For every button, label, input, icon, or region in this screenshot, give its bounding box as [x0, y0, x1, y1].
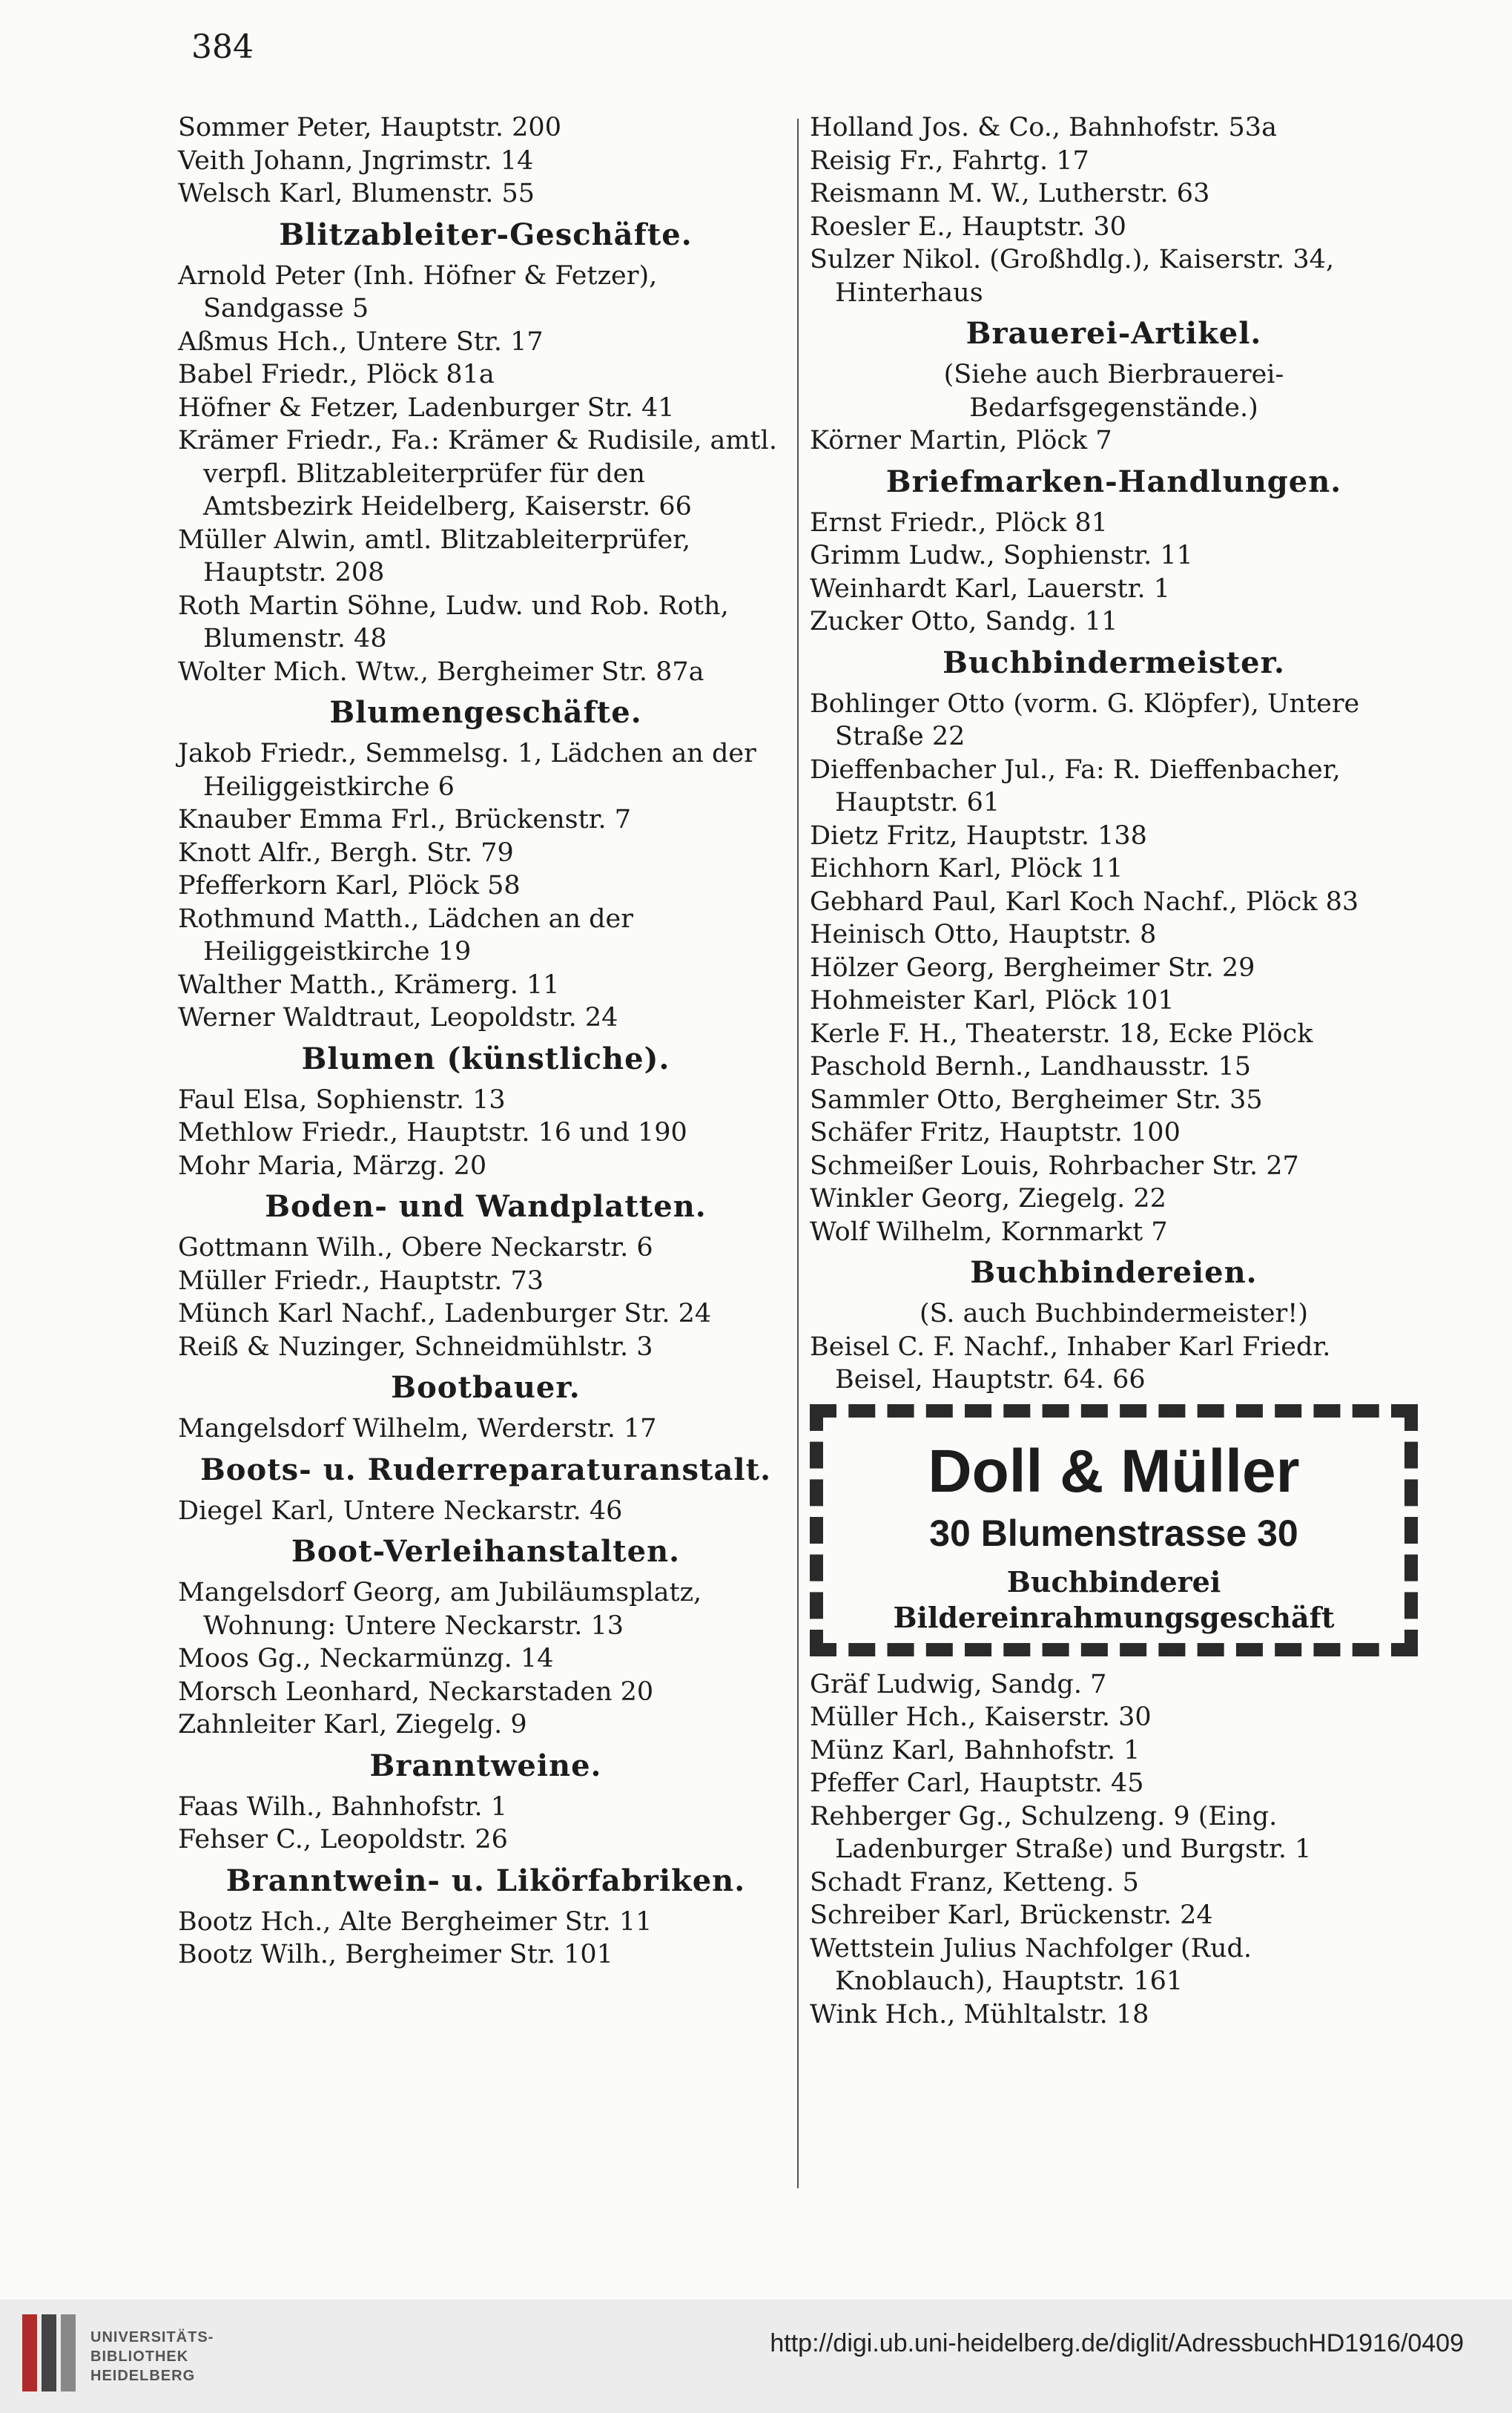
directory-entry: Reisig Fr., Fahrtg. 17 [810, 145, 1089, 176]
directory-entry: Körner Martin, Plöck 7 [810, 426, 1112, 455]
directory-entry: Beisel C. F. Nachf., Inhaber Karl Friedr. Beisel, Hauptstr. 64. 66 [810, 1331, 1331, 1395]
directory-entry: Münch Karl Nachf., Ladenburger Str. 24 [178, 1299, 712, 1329]
directory-entry: Müller Friedr., Hauptstr. 73 [178, 1265, 544, 1296]
directory-entry: Zucker Otto, Sandg. 11 [810, 607, 1118, 636]
directory-entry: Wolter Mich. Wtw., Bergheimer Str. 87a [178, 656, 704, 687]
directory-entry: Morsch Leonhard, Neckarstaden 20 [178, 1676, 654, 1707]
directory-entry: Gebhard Paul, Karl Koch Nachf., Plöck 83 [810, 886, 1359, 917]
directory-entry: Hohmeister Karl, Plöck 101 [810, 986, 1175, 1015]
directory-entry: Mohr Maria, Märzg. 20 [178, 1150, 487, 1181]
directory-entry: Knott Alfr., Bergh. Str. 79 [178, 837, 514, 868]
section-heading: Bootbauer. [391, 1370, 581, 1405]
directory-entry: Pfeffer Carl, Hauptstr. 45 [810, 1768, 1144, 1798]
directory-entry: Zahnleiter Karl, Ziegelg. 9 [178, 1710, 527, 1739]
ad-company-name: Doll & Müller [928, 1437, 1300, 1505]
directory-entry: Roth Martin Söhne, Ludw. und Rob. Roth, Blumenstr. 48 [178, 590, 729, 654]
directory-entry: Kerle F. H., Theaterstr. 18, Ecke Plöck [810, 1018, 1313, 1049]
directory-entry: Mangelsdorf Wilhelm, Werderstr. 17 [178, 1414, 657, 1443]
directory-entry: Welsch Karl, Blumenstr. 55 [178, 179, 535, 208]
library-logo-icon [16, 2308, 82, 2397]
directory-entry: Dietz Fritz, Hauptstr. 138 [810, 820, 1147, 851]
directory-entry: Reiß & Nuzinger, Schneidmühlstr. 3 [178, 1331, 653, 1362]
ad-street: 30 Blumenstrasse 30 [929, 1512, 1298, 1554]
directory-entry: Holland Jos. & Co., Bahnhofstr. 53a [810, 113, 1277, 142]
directory-entry: Werner Waldtraut, Leopoldstr. 24 [178, 1003, 618, 1033]
logo-text-line-3: HEIDELBERG [90, 2368, 196, 2384]
directory-entry: Rothmund Matth., Lädchen an der Heiliggeistkirche 19 [178, 903, 634, 967]
advertisement-box [810, 1404, 1418, 1656]
section-heading: Briefmarken-Handlungen. [885, 464, 1342, 499]
directory-entry: Knauber Emma Frl., Brückenstr. 7 [178, 805, 632, 834]
section-heading: Blumen (künstliche). [301, 1041, 670, 1076]
directory-entry: Methlow Friedr., Hauptstr. 16 und 190 [178, 1118, 687, 1148]
directory-entry: Fehser C., Leopoldstr. 26 [178, 1825, 508, 1854]
directory-entry: Bohlinger Otto (vorm. G. Klöpfer), Untere Straße 22 [810, 688, 1360, 751]
directory-entry: Sammler Otto, Bergheimer Str. 35 [810, 1084, 1263, 1115]
directory-entry: Diegel Karl, Untere Neckarstr. 46 [178, 1495, 623, 1526]
logo-text-line-1: UNIVERSITÄTS- [90, 2329, 214, 2345]
directory-entry: Höfner & Fetzer, Ladenburger Str. 41 [178, 392, 675, 423]
directory-entry: Müller Alwin, amtl. Blitzableiterprüfer, Hauptstr. 208 [178, 524, 691, 587]
directory-entry: Wolf Wilhelm, Kornmarkt 7 [810, 1217, 1168, 1247]
directory-entry: Bootz Wilh., Bergheimer Str. 101 [178, 1940, 613, 1969]
directory-entry: Krämer Friedr., Fa.: Krämer & Rudisile, amtl. verpfl. Blitzableiterprüfer für den Amtsbezirk Heidelberg, Kaiserstr. 66 [178, 426, 777, 521]
directory-entry: Moos Gg., Neckarmünzg. 14 [178, 1644, 554, 1673]
directory-entry: Rehberger Gg., Schulzeng. 9 (Eing. Ladenburger Straße) und Burgstr. 1 [810, 1801, 1312, 1864]
directory-entry: Dieffenbacher Jul., Fa: R. Dieffenbacher, Hauptstr. 61 [810, 754, 1341, 817]
directory-entry: Jakob Friedr., Semmelsg. 1, Lädchen an der Heiliggeistkirche 6 [178, 739, 756, 802]
section-heading: Buchbindermeister. [942, 645, 1285, 680]
section-heading: Branntwein- u. Likörfabriken. [225, 1863, 746, 1898]
section-heading: Blumengeschäfte. [329, 695, 642, 730]
directory-entry: Gräf Ludwig, Sandg. 7 [810, 1669, 1107, 1699]
directory-entry: Schreiber Karl, Brückenstr. 24 [810, 1900, 1213, 1930]
right-column-bottom [810, 1668, 1418, 2032]
section-heading: Branntweine. [369, 1748, 602, 1783]
directory-entry: Eichhorn Karl, Plöck 11 [810, 854, 1123, 883]
ad-business-2: Bildereinrahmungsgeschäft [893, 1600, 1335, 1634]
section-heading: Boot-Verleihanstalten. [291, 1534, 681, 1569]
column-divider [797, 119, 799, 2188]
directory-entry: Heinisch Otto, Hauptstr. 8 [810, 920, 1157, 949]
directory-entry: Sommer Peter, Hauptstr. 200 [178, 113, 561, 142]
ad-business-1: Buchbinderei [1006, 1564, 1221, 1599]
directory-entry: Weinhardt Karl, Lauerstr. 1 [810, 573, 1171, 604]
directory-entry: Bootz Hch., Alte Bergheimer Str. 11 [178, 1906, 653, 1937]
directory-entry: Münz Karl, Bahnhofstr. 1 [810, 1735, 1140, 1765]
directory-entry: Grimm Ludw., Sophienstr. 11 [810, 541, 1193, 570]
section-heading: Blitzableiter-Geschäfte. [279, 217, 693, 252]
logo-text-line-2: BIBLIOTHEK [90, 2348, 189, 2365]
directory-entry: Roesler E., Hauptstr. 30 [810, 211, 1126, 242]
directory-entry: Schäfer Fritz, Hauptstr. 100 [810, 1118, 1181, 1148]
directory-entry: Aßmus Hch., Untere Str. 17 [178, 326, 544, 357]
directory-entry: Walther Matth., Krämerg. 11 [178, 970, 560, 1000]
directory-entry: Gottmann Wilh., Obere Neckarstr. 6 [178, 1233, 653, 1263]
directory-entry: Faul Elsa, Sophienstr. 13 [178, 1084, 506, 1115]
left-column [178, 111, 793, 1972]
section-note: (Siehe auch Bierbrauerei-Bedarfsgegenstände.) [943, 360, 1284, 423]
section-note: (S. auch Buchbindermeister!) [920, 1299, 1308, 1329]
directory-entry: Arnold Peter (Inh. Höfner & Fetzer), Sandgasse 5 [178, 260, 658, 323]
directory-entry: Pfefferkorn Karl, Plöck 58 [178, 871, 521, 901]
directory-entry: Wettstein Julius Nachfolger (Rud. Knoblauch), Hauptstr. 161 [810, 1933, 1252, 1996]
footer-url-link[interactable]: http://digi.ub.uni-heidelberg.de/diglit/AdressbuchHD1916/0409 [770, 2329, 1464, 2357]
page-number: 384 [191, 28, 254, 66]
section-heading: Boots- u. Ruderreparaturanstalt. [200, 1452, 771, 1487]
directory-entry: Faas Wilh., Bahnhofstr. 1 [178, 1791, 508, 1822]
directory-entry: Hölzer Georg, Bergheimer Str. 29 [810, 952, 1255, 983]
directory-entry: Reismann M. W., Lutherstr. 63 [810, 179, 1210, 208]
directory-entry: Veith Johann, Jngrimstr. 14 [178, 145, 534, 176]
section-heading: Buchbindereien. [970, 1255, 1258, 1290]
directory-entry: Paschold Bernh., Landhausstr. 15 [810, 1052, 1252, 1082]
directory-entry: Schmeißer Louis, Rohrbacher Str. 27 [810, 1150, 1299, 1181]
right-column [810, 111, 1418, 2031]
directory-entry: Babel Friedr., Plöck 81a [178, 360, 495, 389]
directory-entry: Sulzer Nikol. (Großhdlg.), Kaiserstr. 34, Hinterhaus [810, 245, 1335, 308]
directory-entry: Mangelsdorf Georg, am Jubiläumsplatz, Wohnung: Untere Neckarstr. 13 [178, 1578, 702, 1641]
directory-entry: Ernst Friedr., Plöck 81 [810, 507, 1108, 538]
directory-entry: Müller Hch., Kaiserstr. 30 [810, 1702, 1152, 1732]
section-heading: Brauerei-Artikel. [965, 316, 1262, 351]
directory-entry: Schadt Franz, Ketteng. 5 [810, 1867, 1139, 1897]
right-column-top [810, 111, 1418, 1397]
directory-entry: Wink Hch., Mühltalstr. 18 [810, 1999, 1149, 2030]
directory-entry: Winkler Georg, Ziegelg. 22 [810, 1184, 1166, 1214]
section-heading: Boden- und Wandplatten. [265, 1189, 707, 1224]
